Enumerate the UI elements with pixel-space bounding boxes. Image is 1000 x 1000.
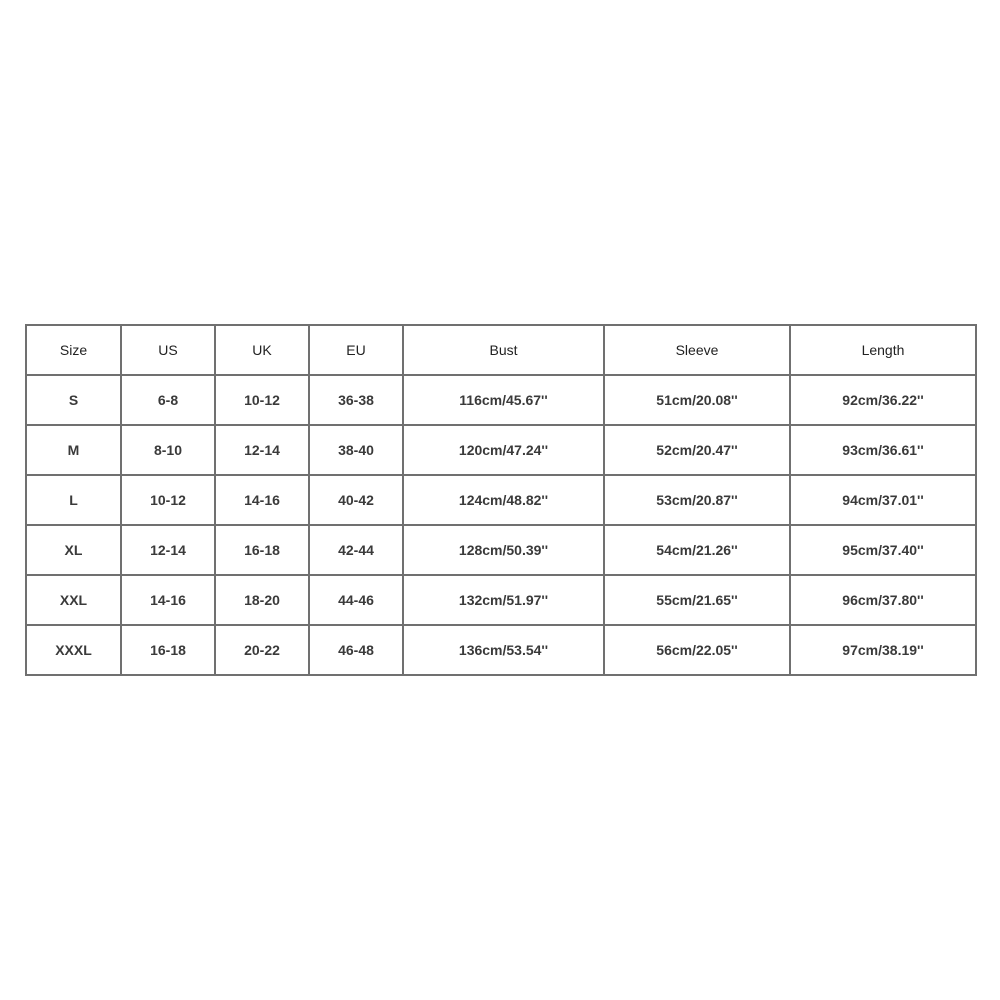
cell-sleeve: 51cm/20.08'' xyxy=(604,375,790,425)
header-sleeve: Sleeve xyxy=(604,325,790,375)
table-row xyxy=(26,625,976,675)
cell-uk: 10-12 xyxy=(215,375,309,425)
table-row xyxy=(26,575,976,625)
cell-bust: 132cm/51.97'' xyxy=(403,575,604,625)
cell-size: S xyxy=(26,375,121,425)
cell-sleeve: 55cm/21.65'' xyxy=(604,575,790,625)
table-row xyxy=(26,525,976,575)
cell-eu: 36-38 xyxy=(309,375,403,425)
cell-bust: 116cm/45.67'' xyxy=(403,375,604,425)
cell-uk: 20-22 xyxy=(215,625,309,675)
cell-sleeve: 53cm/20.87'' xyxy=(604,475,790,525)
cell-sleeve: 52cm/20.47'' xyxy=(604,425,790,475)
cell-eu: 46-48 xyxy=(309,625,403,675)
table-row xyxy=(26,475,976,525)
cell-size: XXL xyxy=(26,575,121,625)
cell-bust: 128cm/50.39'' xyxy=(403,525,604,575)
cell-length: 92cm/36.22'' xyxy=(790,375,976,425)
cell-length: 93cm/36.61'' xyxy=(790,425,976,475)
cell-uk: 12-14 xyxy=(215,425,309,475)
cell-size: M xyxy=(26,425,121,475)
cell-length: 96cm/37.80'' xyxy=(790,575,976,625)
header-eu: EU xyxy=(309,325,403,375)
cell-us: 16-18 xyxy=(121,625,215,675)
cell-us: 12-14 xyxy=(121,525,215,575)
header-bust: Bust xyxy=(403,325,604,375)
cell-eu: 38-40 xyxy=(309,425,403,475)
header-row xyxy=(26,325,976,375)
cell-uk: 16-18 xyxy=(215,525,309,575)
header-size: Size xyxy=(26,325,121,375)
cell-length: 95cm/37.40'' xyxy=(790,525,976,575)
cell-bust: 120cm/47.24'' xyxy=(403,425,604,475)
cell-sleeve: 56cm/22.05'' xyxy=(604,625,790,675)
cell-eu: 44-46 xyxy=(309,575,403,625)
header-length: Length xyxy=(790,325,976,375)
header-us: US xyxy=(121,325,215,375)
table-row xyxy=(26,375,976,425)
cell-bust: 124cm/48.82'' xyxy=(403,475,604,525)
cell-us: 8-10 xyxy=(121,425,215,475)
cell-uk: 18-20 xyxy=(215,575,309,625)
cell-us: 10-12 xyxy=(121,475,215,525)
cell-bust: 136cm/53.54'' xyxy=(403,625,604,675)
cell-size: XL xyxy=(26,525,121,575)
cell-us: 14-16 xyxy=(121,575,215,625)
cell-eu: 42-44 xyxy=(309,525,403,575)
cell-size: XXXL xyxy=(26,625,121,675)
cell-size: L xyxy=(26,475,121,525)
cell-us: 6-8 xyxy=(121,375,215,425)
header-uk: UK xyxy=(215,325,309,375)
cell-length: 94cm/37.01'' xyxy=(790,475,976,525)
size-chart-table xyxy=(25,324,977,676)
cell-length: 97cm/38.19'' xyxy=(790,625,976,675)
cell-eu: 40-42 xyxy=(309,475,403,525)
cell-sleeve: 54cm/21.26'' xyxy=(604,525,790,575)
cell-uk: 14-16 xyxy=(215,475,309,525)
table-row xyxy=(26,425,976,475)
